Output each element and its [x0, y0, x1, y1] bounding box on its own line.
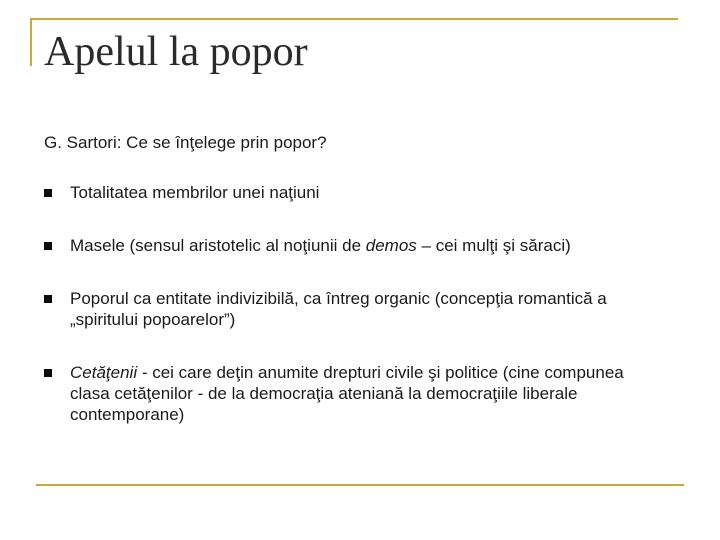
top-rule: [30, 18, 678, 20]
bullet-text-pre: Masele (sensul aristotelic al noţiunii de: [70, 236, 366, 255]
left-rule: [30, 18, 32, 66]
bottom-rule: [36, 484, 684, 486]
square-bullet-icon: [44, 189, 52, 197]
bullet-list: [44, 182, 664, 457]
bullet-text-post: - cei care deţin anumite drepturi civile şi politice (cine compunea clasa cetăţenilor - de la democraţia ateniană la democraţiile liberale contemporane): [70, 363, 624, 424]
bullet-text: Poporul ca entitate indivizibilă, ca întreg organic (concepţia romantică a „spiritului popoarelor”): [70, 289, 607, 329]
intro-question: G. Sartori: Ce se înţelege prin popor?: [44, 133, 327, 152]
bullet-text: Totalitatea membrilor unei naţiuni: [70, 183, 320, 202]
bullet-text: [70, 235, 664, 256]
bullet-text: [70, 362, 664, 425]
bullet-text-italic: Cetăţenii: [70, 363, 138, 382]
bullet-item-3: [44, 288, 664, 330]
bullet-text-post: – cei mulţi şi săraci): [416, 236, 571, 255]
bullet-item-2: [44, 235, 664, 256]
square-bullet-icon: [44, 369, 52, 377]
square-bullet-icon: [44, 295, 52, 303]
square-bullet-icon: [44, 242, 52, 250]
slide-title: Apelul la popor: [44, 29, 308, 75]
bullet-item-4: [44, 362, 664, 425]
bullet-text-italic: demos: [365, 236, 417, 255]
bullet-item-1: [44, 182, 664, 203]
